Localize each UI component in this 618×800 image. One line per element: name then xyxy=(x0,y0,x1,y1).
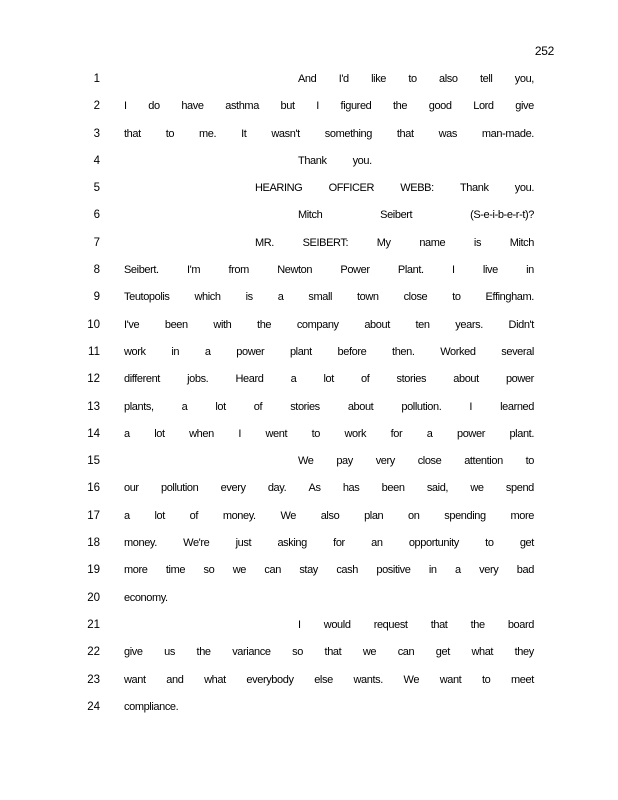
transcript-line xyxy=(0,398,618,425)
line-number: 22 xyxy=(87,646,100,659)
transcript-line xyxy=(0,589,618,616)
line-number: 20 xyxy=(87,591,100,604)
line-text: Thank you. xyxy=(298,154,372,167)
transcript-line xyxy=(0,316,618,343)
line-number: 13 xyxy=(87,400,100,413)
line-text: We pay very close attention to xyxy=(298,455,534,468)
transcript-line xyxy=(0,671,618,698)
transcript-line xyxy=(0,425,618,452)
line-text: a lot when I went to work for a power plant. xyxy=(124,427,534,440)
transcript-line xyxy=(0,206,618,233)
transcript-line xyxy=(0,534,618,561)
line-number: 8 xyxy=(93,264,100,277)
line-text: MR. SEIBERT: My name is Mitch xyxy=(255,236,534,249)
line-text: I've been with the company about ten years. Didn't xyxy=(124,318,534,331)
line-number: 19 xyxy=(87,564,100,577)
transcript-body xyxy=(0,70,618,725)
line-number: 2 xyxy=(93,100,100,113)
line-number: 17 xyxy=(87,509,100,522)
line-number: 6 xyxy=(93,209,100,222)
line-text: want and what everybody else wants. We want to meet xyxy=(124,673,534,686)
line-text: more time so we can stay cash positive in a very bad xyxy=(124,564,534,577)
line-number: 3 xyxy=(93,127,100,140)
transcript-line xyxy=(0,643,618,670)
line-number: 11 xyxy=(88,345,100,358)
line-number: 5 xyxy=(93,182,100,195)
transcript-line xyxy=(0,179,618,206)
line-text: a lot of money. We also plan on spending more xyxy=(124,509,534,522)
transcript-line xyxy=(0,452,618,479)
line-text: our pollution every day. As has been said, we spend xyxy=(124,482,534,495)
line-text: work in a power plant before then. Worked several xyxy=(124,345,534,358)
transcript-line xyxy=(0,561,618,588)
transcript-line xyxy=(0,261,618,288)
transcript-line xyxy=(0,507,618,534)
line-number: 1 xyxy=(93,73,100,85)
line-text: compliance. xyxy=(124,700,179,713)
line-number: 23 xyxy=(87,673,100,686)
transcript-line xyxy=(0,616,618,643)
transcript-line xyxy=(0,70,618,97)
line-number: 15 xyxy=(87,455,100,468)
line-text: Seibert. I'm from Newton Power Plant. I live in xyxy=(124,264,534,277)
line-number: 4 xyxy=(93,154,100,167)
transcript-line xyxy=(0,234,618,261)
line-number: 10 xyxy=(87,318,100,331)
line-text: Teutopolis which is a small town close to Effingham. xyxy=(124,291,534,304)
transcript-line xyxy=(0,343,618,370)
line-number: 16 xyxy=(87,482,100,495)
line-number: 14 xyxy=(87,427,100,440)
transcript-line xyxy=(0,97,618,124)
line-number: 7 xyxy=(93,236,100,249)
line-text: plants, a lot of stories about pollution. I learned xyxy=(124,400,534,413)
line-text: Mitch Seibert (S-e-i-b-e-r-t)? xyxy=(298,209,534,222)
transcript-line xyxy=(0,288,618,315)
line-number: 12 xyxy=(87,373,100,386)
line-text: HEARING OFFICER WEBB: Thank you. xyxy=(255,182,534,195)
line-number: 18 xyxy=(87,537,100,550)
line-text: money. We're just asking for an opportunity to get xyxy=(124,537,534,550)
line-text: And I'd like to also tell you, xyxy=(298,73,534,85)
page-number: 252 xyxy=(534,44,554,58)
line-text: I would request that the board xyxy=(298,618,534,631)
transcript-line xyxy=(0,370,618,397)
transcript-line xyxy=(0,152,618,179)
line-number: 9 xyxy=(93,291,100,304)
transcript-line xyxy=(0,479,618,506)
line-text: different jobs. Heard a lot of stories about power xyxy=(124,373,534,386)
line-text: economy. xyxy=(124,591,168,604)
line-number: 21 xyxy=(87,618,100,631)
line-text: I do have asthma but I figured the good Lord give xyxy=(124,100,534,113)
line-text: that to me. It wasn't something that was man-made. xyxy=(124,127,534,140)
line-text: give us the variance so that we can get what they xyxy=(124,646,534,659)
line-number: 24 xyxy=(87,700,100,713)
transcript-line xyxy=(0,125,618,152)
transcript-line xyxy=(0,698,618,725)
